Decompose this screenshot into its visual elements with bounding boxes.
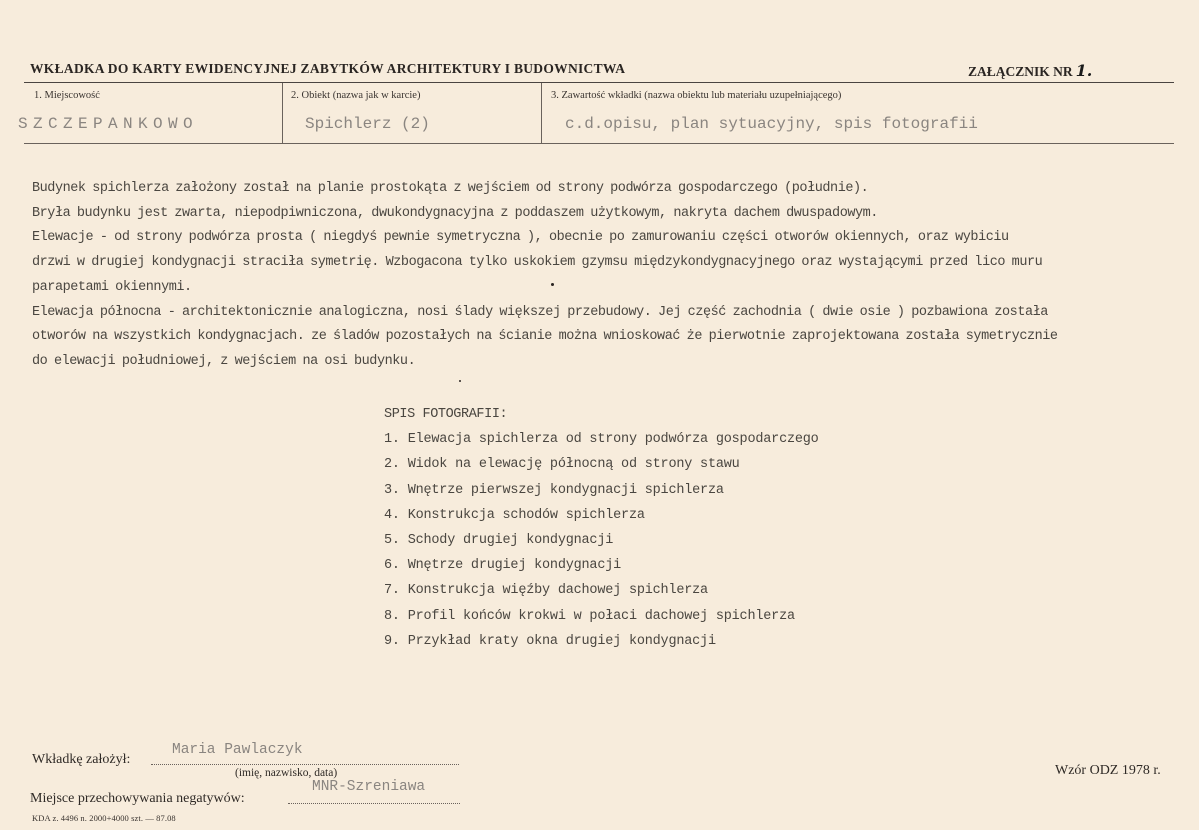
photo-list — [384, 402, 819, 654]
print-info: KDA z. 4496 n. 2000+4000 szt. — 87.08 — [32, 813, 176, 823]
header-rule — [24, 82, 1174, 83]
photo-list-item: 6. Wnętrze drugiej kondygnacji — [384, 558, 622, 574]
field-divider — [282, 83, 283, 143]
locality-value: SZCZEPANKOWO — [18, 115, 199, 133]
photo-list-item: 1. Elewacja spichlerza od strony podwórza gospodarczego — [384, 432, 819, 448]
field-divider — [541, 83, 542, 143]
negatives-label: Miejsce przechowywania negatywów: — [30, 791, 245, 806]
annex-label: ZAŁĄCZNIK NR — [968, 64, 1073, 79]
ink-speck — [459, 380, 461, 382]
photo-list-item: 9. Przykład kraty okna drugiej kondygnacji — [384, 633, 716, 649]
description-line: drzwi w drugiej kondygnacji straciła symetrię. Wzbogacona tylko uskokiem gzymsu międzykondygnacyjnego oraz wystającymi przed lico muru — [32, 255, 1043, 271]
photo-list-item: 5. Schody drugiej kondygnacji — [384, 533, 614, 549]
description-line: do elewacji południowej, z wejściem na osi budynku. — [32, 353, 416, 369]
photo-list-title: SPIS FOTOGRAFII: — [384, 407, 508, 422]
object-value: Spichlerz (2) — [305, 115, 430, 133]
negatives-dotted-line — [288, 803, 460, 804]
author-label: Wkładkę założył: — [32, 752, 131, 767]
form-title: WKŁADKA DO KARTY EWIDENCYJNEJ ZABYTKÓW ARCHITEKTURY I BUDOWNICTWA — [30, 61, 626, 76]
content-value: c.d.opisu, plan sytuacyjny, spis fotografii — [565, 115, 978, 133]
photo-list-item: 4. Konstrukcja schodów spichlerza — [384, 507, 645, 523]
photo-list-item: 2. Widok na elewację północną od strony stawu — [384, 457, 740, 473]
description-line: Elewacje - od strony podwórza prosta ( niegdyś pewnie symetryczna ), obecnie po zamurowaniu części otworów okiennych, oraz wybiciu — [32, 230, 1009, 246]
form-model: Wzór ODZ 1978 r. — [1055, 763, 1161, 778]
photo-list-item: 8. Profil końców krokwi w połaci dachowej spichlerza — [384, 608, 795, 624]
description-line: otworów na wszystkich kondygnacjach. ze śladów pozostałych na ścianie można wnioskować że pierwotnie zaprojektowana została symetrycznie — [32, 329, 1058, 345]
description-line: Bryła budynku jest zwarta, niepodpiwniczona, dwukondygnacyjna z poddaszem użytkowym, nakryta dachem dwuspadowym. — [32, 205, 878, 221]
photo-list-item: 7. Konstrukcja więźby dachowej spichlerza — [384, 583, 708, 599]
description-text — [32, 177, 1182, 375]
negatives-value: MNR-Szreniawa — [312, 779, 426, 795]
locality-label: 1. Miejscowość — [34, 90, 100, 101]
author-hint: (imię, nazwisko, data) — [235, 767, 338, 779]
photo-list-item: 3. Wnętrze pierwszej kondygnacji spichlerza — [384, 482, 724, 498]
fields-rule — [24, 143, 1174, 144]
description-line: Budynek spichlerza założony został na planie prostokąta z wejściem od strony podwórza gospodarczego (południe). — [32, 181, 869, 196]
object-label: 2. Obiekt (nazwa jak w karcie) — [291, 90, 421, 101]
annex-number-field — [968, 61, 1092, 80]
description-line: parapetami okiennymi. — [32, 279, 192, 295]
ink-speck — [551, 283, 554, 286]
content-label: 3. Zawartość wkładki (nazwa obiektu lub materiału uzupełniającego) — [551, 90, 842, 101]
author-dotted-line — [151, 764, 459, 765]
author-value: Maria Pawlaczyk — [172, 742, 303, 758]
annex-number-handwritten: 1. — [1075, 61, 1093, 80]
description-line: Elewacja północna - architektonicznie analogiczna, nosi ślady większej przebudowy. Jej część zachodnia ( dwie osie ) pozbawiona została — [32, 304, 1048, 320]
